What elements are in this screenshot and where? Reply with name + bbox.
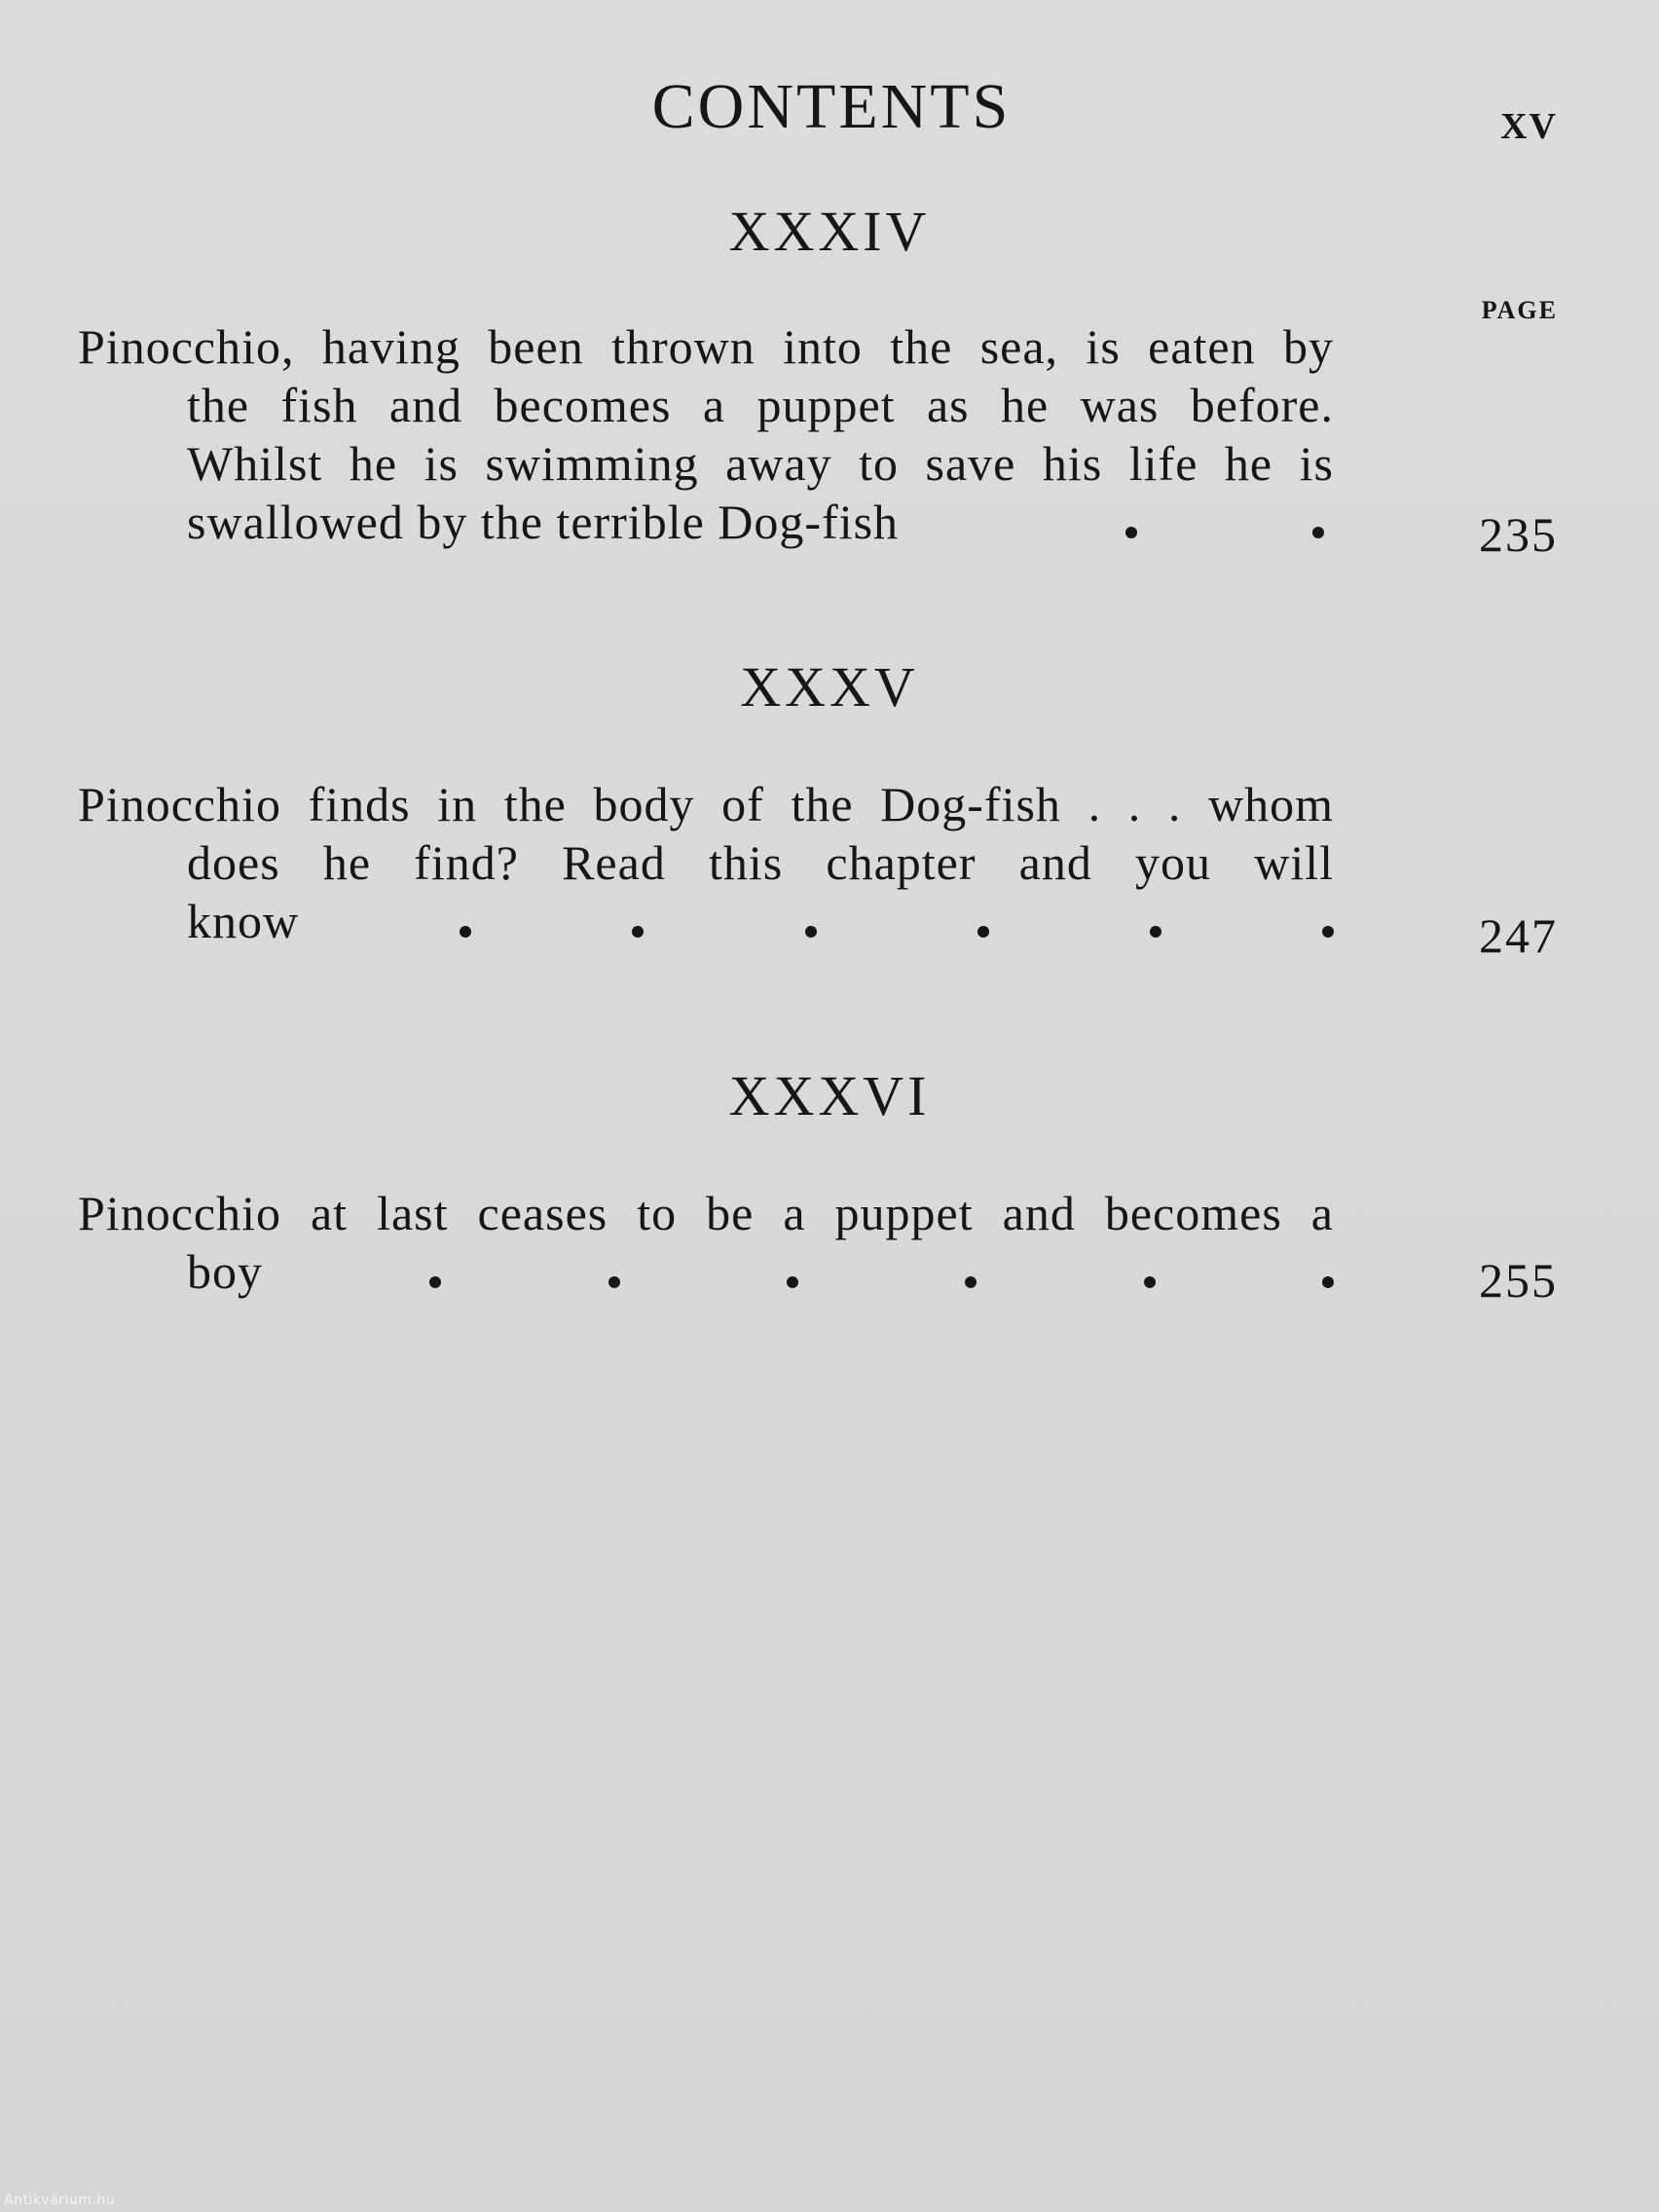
chapter-heading-xxxvi: XXXVI	[728, 1064, 931, 1127]
page-reference: 235	[1479, 507, 1558, 562]
page-reference: 255	[1479, 1253, 1558, 1308]
entry-line: know	[187, 894, 300, 948]
page-number: XV	[1500, 106, 1558, 147]
chapter-heading-xxxiv: XXXIV	[728, 200, 931, 263]
leader-dot	[460, 926, 471, 938]
entry-line: Whilst he is swimming away to save his life he is	[187, 436, 1334, 491]
leader-dot	[1144, 1276, 1156, 1288]
watermark: Antikvárium.hu	[4, 2193, 116, 2208]
entry-line: does he find? Read this chapter and you will	[187, 835, 1334, 890]
leader-dot	[1322, 1276, 1334, 1288]
leader-dot	[805, 926, 817, 938]
leader-dot	[965, 1276, 977, 1288]
page-reference: 247	[1479, 908, 1558, 963]
leader-dot	[1125, 527, 1137, 538]
entry-line: the fish and becomes a puppet as he was before.	[187, 378, 1334, 432]
toc-entry-xxxvi	[78, 1184, 1334, 1301]
entry-line: swallowed by the terrible Dog-fish	[187, 495, 900, 549]
leader-dot	[632, 926, 644, 938]
leader-dot	[1312, 527, 1324, 538]
page-column-label: PAGE	[1481, 296, 1558, 324]
entry-last-line	[187, 1242, 1334, 1301]
entry-line: boy	[187, 1244, 263, 1299]
entry-last-line	[187, 892, 1334, 950]
toc-entry-xxxiv	[78, 317, 1334, 551]
entry-line: Pinocchio at last ceases to be a puppet and becomes a	[78, 1186, 1334, 1240]
leader-dot	[787, 1276, 798, 1288]
leader-dot	[608, 1276, 620, 1288]
chapter-heading-xxxv: XXXV	[740, 655, 919, 719]
toc-entry-xxxv	[78, 775, 1334, 950]
page-title: CONTENTS	[651, 71, 1012, 142]
entry-last-line	[187, 493, 1334, 551]
entry-line: Pinocchio finds in the body of the Dog-fish . . . whom	[78, 777, 1334, 831]
leader-dot	[429, 1276, 441, 1288]
leader-dot	[1150, 926, 1161, 938]
leader-dot	[977, 926, 989, 938]
leader-dot	[1322, 926, 1334, 938]
entry-line: Pinocchio, having been thrown into the sea, is eaten by	[78, 319, 1334, 374]
